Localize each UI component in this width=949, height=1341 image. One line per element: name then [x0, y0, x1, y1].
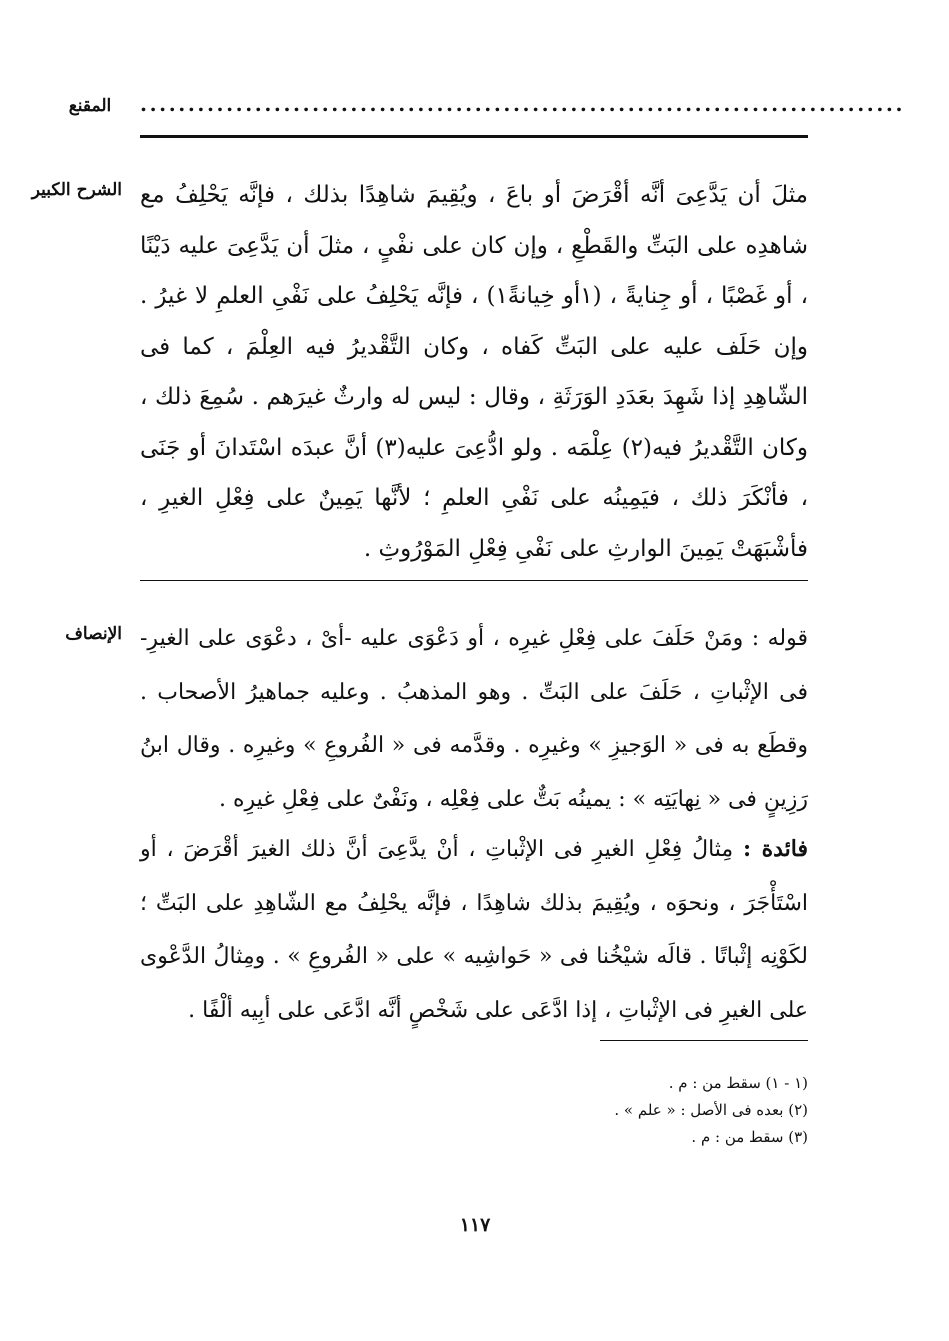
header-rule — [140, 135, 808, 138]
header-dotted-leader: ................................................................................ — [140, 92, 906, 116]
insaf-paragraph-2 — [140, 823, 808, 1037]
sharh-section-label: الشرح الكبير — [31, 180, 122, 200]
footnote-rule — [600, 1040, 808, 1041]
page-number: ١١٧ — [459, 1214, 491, 1236]
footnote: (٣) سقط من : م . — [691, 1128, 808, 1146]
footnote: (١ - ١) سقط من : م . — [668, 1074, 808, 1092]
section-divider — [140, 580, 808, 581]
footnote: (٢) بعده فى الأصل : « علم » . — [614, 1101, 808, 1119]
faida-text: مِثالُ فِعْلِ الغيرِ فى الإثْباتِ ، أنْ يدَّعِىَ أنَّ ذلك الغيرَ أقْرَضَ ، أو اسْتَأْجَرَ ، ونحوَه ، ويُقِيمَ بذلك شاهِدًا ، فإنَّه يحْلِفُ مع الشّاهِدِ على البَتِّ ؛ لكَوْنِه إثْباتًا . قالَه شيْخُنا فى « حَواشِيه » على « الفُروعِ » . ومِثالُ الدَّعْوى على الغيرِ فى الإثْباتِ ، إذا ادَّعَى على شَخْصٍ أنَّه ادَّعَى على أبِيه ألْفًا . — [140, 837, 808, 1023]
sharh-paragraph: مثلَ أن يَدَّعِىَ أنَّه أقْرَضَ أو باعَ ، ويُقِيمَ شاهِدًا بذلك ، فإنَّه يَحْلِفُ مع شاهدِه على البَتِّ والقَطْعِ ، وإن كان على نفْىٍ ، مثلَ أن يَدَّعِىَ عليه دَيْنًا ، أو غَصْبًا ، أو جِنايةً ، (١أو خِيانةً١) ، فإنَّه يَحْلِفُ على نَفْىِ العلمِ لا غيرُ . وإن حَلَف عليه على البَتِّ كَفاه ، وكان التَّقْديرُ فيه العِلْمَ ، كما فى الشّاهِدِ إذا شَهِدَ بعَدَدِ الوَرَثَةِ ، وقال : ليس له وارثٌ غيرَهم . سُمِعَ ذلك ، وكان التَّقْديرُ فيه(٢) عِلْمَه . ولو ادُّعِىَ عليه(٣) أنَّ عبدَه اسْتَدانَ أو جَنَى ، فأنْكَرَ ذلك ، فيَمِينُه على نَفْىِ العلمِ ؛ لأنَّها يَمِينٌ على فِعْلِ الغيرِ ، فأشْبَهَتْ يَمِينَ الوارثِ على نَفْىِ فِعْلِ المَوْرُوثِ . — [140, 182, 808, 562]
faida-lead: فائدة : — [743, 836, 809, 862]
footnotes — [140, 1070, 808, 1151]
header-title: المقنع — [68, 96, 112, 116]
insaf-paragraph-1: قوله : ومَنْ حَلَفَ على فِعْلِ غيرِه ، أو دَعْوَى عليه -أىْ ، دعْوَى على الغيرِ- فى الإثْباتِ ، حَلَفَ على البَتِّ . وهو المذهبُ . وعليه جماهيرُ الأصحاب . وقطَع به فى « الوَجيزِ » وغيرِه . وقدَّمه فى « الفُروعِ » وغيرِه . وقال ابنُ رَزِينٍ فى « نِهايَتِه » : يمينُه بَتٌّ على فِعْلِه ، ونَفْىٌ على فِعْلِ غيرِه . — [140, 626, 808, 812]
insaf-section-label: الإنصاف — [65, 624, 122, 644]
